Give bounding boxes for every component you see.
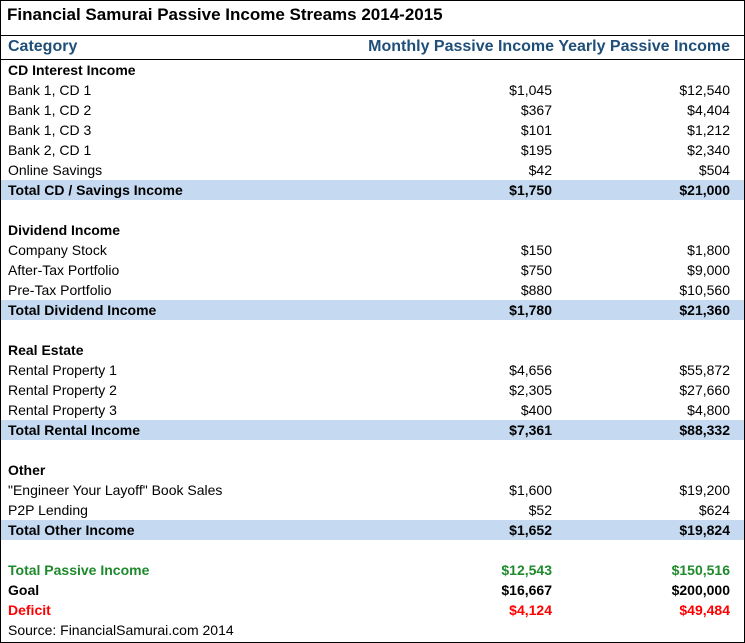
row-label: Bank 2, CD 1 — [8, 142, 92, 158]
table-row — [1, 80, 744, 100]
table-row — [1, 400, 744, 420]
monthly-value: $1,045 — [509, 82, 552, 98]
monthly-value: $52 — [528, 502, 552, 518]
yearly-value: $19,824 — [679, 522, 730, 538]
table-row — [1, 260, 744, 280]
row-label: Company Stock — [8, 242, 107, 258]
row-label: Total Passive Income — [8, 562, 150, 578]
table-row — [1, 140, 744, 160]
yearly-value: $1,212 — [687, 122, 730, 138]
yearly-value: $88,332 — [679, 422, 730, 438]
row-label: Real Estate — [8, 342, 84, 358]
row-label: CD Interest Income — [8, 62, 136, 78]
monthly-value: $12,543 — [501, 562, 552, 578]
section-header-row — [1, 460, 744, 480]
row-label: Other — [8, 462, 46, 478]
table-row — [1, 500, 744, 520]
yearly-value: $12,540 — [679, 82, 730, 98]
monthly-value: $880 — [520, 282, 552, 298]
table-row — [1, 160, 744, 180]
summary-row — [1, 580, 744, 600]
row-label: "Engineer Your Layoff" Book Sales — [8, 482, 223, 498]
table-row — [1, 120, 744, 140]
table-row — [1, 100, 744, 120]
yearly-value: $4,404 — [687, 102, 730, 118]
row-label: Online Savings — [8, 162, 103, 178]
source-note-row — [1, 620, 744, 640]
table-row — [1, 360, 744, 380]
yearly-value: $10,560 — [679, 282, 730, 298]
row-label: Total Dividend Income — [8, 302, 157, 318]
monthly-value: $7,361 — [509, 422, 552, 438]
row-label: Deficit — [8, 602, 51, 618]
row-label: Bank 1, CD 3 — [8, 122, 92, 138]
monthly-value: $101 — [520, 122, 552, 138]
row-label: Rental Property 2 — [8, 382, 117, 398]
spacer-row — [1, 320, 744, 340]
monthly-value: $2,305 — [509, 382, 552, 398]
row-label: Total Other Income — [8, 522, 135, 538]
spacer-row — [1, 440, 744, 460]
table-body — [1, 60, 744, 640]
column-header-monthly: Monthly Passive Income — [368, 38, 554, 55]
monthly-value: $150 — [520, 242, 552, 258]
monthly-value: $1,600 — [509, 482, 552, 498]
yearly-value: $200,000 — [671, 582, 730, 598]
subtotal-row — [1, 420, 744, 440]
monthly-value: $400 — [520, 402, 552, 418]
yearly-value: $19,200 — [679, 482, 730, 498]
yearly-value: $27,660 — [679, 382, 730, 398]
row-label: Rental Property 3 — [8, 402, 117, 418]
yearly-value: $1,800 — [687, 242, 730, 258]
row-label: Total Rental Income — [8, 422, 140, 438]
monthly-value: $1,750 — [509, 182, 552, 198]
yearly-value: $2,340 — [687, 142, 730, 158]
section-header-row — [1, 220, 744, 240]
table-row — [1, 480, 744, 500]
row-label: Source: FinancialSamurai.com 2014 — [8, 622, 234, 638]
monthly-value: $4,124 — [509, 602, 552, 618]
column-header-yearly: Yearly Passive Income — [558, 38, 730, 55]
row-label: After-Tax Portfolio — [8, 262, 120, 278]
spacer-row — [1, 200, 744, 220]
section-header-row — [1, 340, 744, 360]
monthly-value: $1,780 — [509, 302, 552, 318]
column-header-category: Category — [8, 38, 78, 55]
yearly-value: $9,000 — [687, 262, 730, 278]
deficit-row — [1, 600, 744, 620]
yearly-value: $624 — [698, 502, 730, 518]
title-divider — [1, 35, 744, 36]
row-label: Dividend Income — [8, 222, 121, 238]
yearly-value: $21,000 — [679, 182, 730, 198]
monthly-value: $195 — [520, 142, 552, 158]
yearly-value: $150,516 — [671, 562, 730, 578]
subtotal-row — [1, 180, 744, 200]
table-title: Financial Samurai Passive Income Streams 2014-2015 — [7, 5, 443, 24]
spacer-row — [1, 540, 744, 560]
row-label: Total CD / Savings Income — [8, 182, 183, 198]
table-row — [1, 240, 744, 260]
row-label: Goal — [8, 582, 40, 598]
total-passive-income-row — [1, 560, 744, 580]
yearly-value: $49,484 — [679, 602, 730, 618]
row-label: P2P Lending — [8, 502, 88, 518]
monthly-value: $42 — [528, 162, 552, 178]
row-label: Bank 1, CD 1 — [8, 82, 92, 98]
table-row — [1, 280, 744, 300]
yearly-value: $21,360 — [679, 302, 730, 318]
row-label: Rental Property 1 — [8, 362, 117, 378]
yearly-value: $504 — [698, 162, 730, 178]
monthly-value: $750 — [520, 262, 552, 278]
row-label: Pre-Tax Portfolio — [8, 282, 112, 298]
yearly-value: $55,872 — [679, 362, 730, 378]
subtotal-row — [1, 300, 744, 320]
table-row — [1, 380, 744, 400]
section-header-row — [1, 60, 744, 80]
column-header-row — [1, 38, 744, 58]
yearly-value: $4,800 — [687, 402, 730, 418]
monthly-value: $16,667 — [501, 582, 552, 598]
monthly-value: $4,656 — [509, 362, 552, 378]
subtotal-row — [1, 520, 744, 540]
monthly-value: $1,652 — [509, 522, 552, 538]
monthly-value: $367 — [520, 102, 552, 118]
row-label: Bank 1, CD 2 — [8, 102, 92, 118]
